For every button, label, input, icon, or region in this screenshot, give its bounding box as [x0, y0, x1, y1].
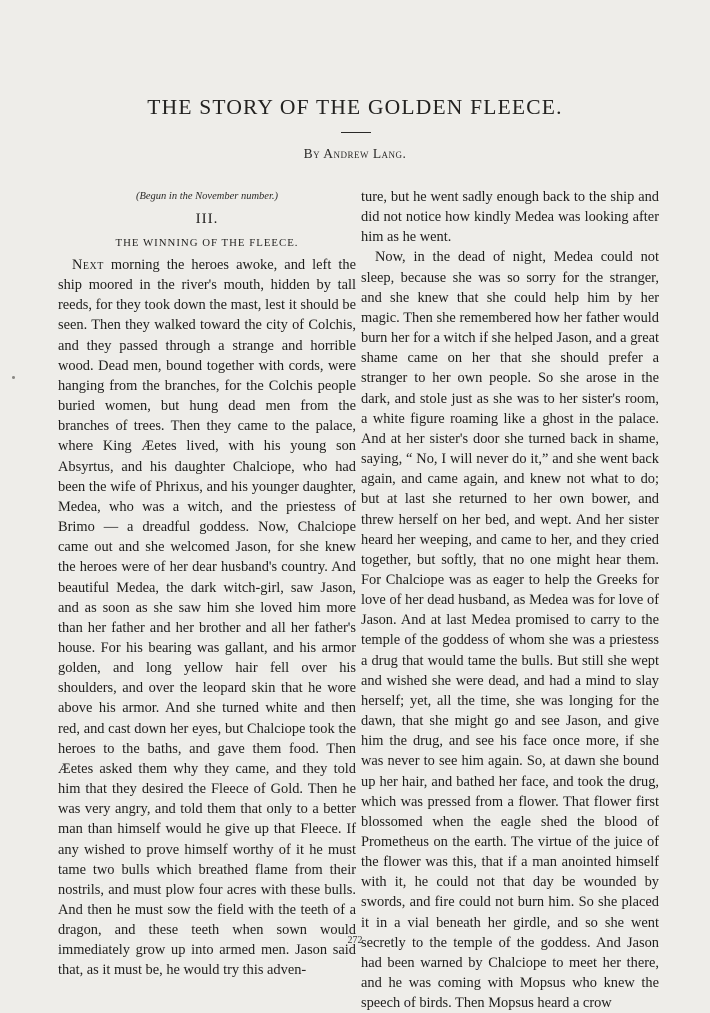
- right-column-paragraph-2: Now, in the dead of night, Medea could not sleep, because she was so sorry for the stranger, and she knew that she could help him by her magic. Then she remembered how her father would burn her for a witch if she helped Jason, and a great shame came on her that she should prefer a stranger to her own people. So she arose in the dark, and stole just as she was to her sister's room, a white figure roaming like a ghost in the palace. And at her sister's door she turned back in shame, saying, “ No, I will never do it,” and she went back again, and came again, and knew not what to do; but at last she returned to her own bower, and threw herself on her bed, and wept. And her sister heard her weeping, and came to her, and they cried together, but softly, that no one might hear them. For Chalciope was as eager to help the Greeks for love of her dead husband, as Medea was for love of Jason. And at last Medea promised to carry to the temple of the goddess of whom she was a priestess a drug that would tame the bulls. But still she wept and wished she were dead, and had a mind to slay herself; yet, all the time, she was longing for the dawn, that she might go and see Jason, and give him the drug, and see his face once more, if she was never to see him again. So, at dawn she bound up her hair, and bathed her face, and took the drug, which was pressed from a flower. That flower first blossomed when the eagle shed the blood of Prometheus on the earth. The virtue of the juice of the flower was this, that if a man anointed himself with it, he could not that day be wounded by swords, and fire could not burn him. So she placed it in a vial beneath her girdle, and so she went secretly to the temple of the goddess. And Jason had been warned by Chalciope to meet her there, and he was coming with Mopsus who knew the speech of birds. Then Mopsus heard a crow: [361, 249, 659, 1012]
- title-rule-divider: [341, 132, 371, 133]
- scan-speck: [12, 376, 15, 379]
- left-column-text: morning the heroes awoke, and left the ship moored in the river's mouth, hidden by tall reeds, for they took down the mast, lest it should be seen. Then they walked toward the city of Colchis, and they passed through a strange and horrible wood. Dead men, bound together with cords, were hanging from the branches, for the Colchis people buried women, but hung dead men from the branches of trees. Then they came to the palace, where King Æetes lived, with his young son Absyrtus, and his daughter Chalciope, who had been the wife of Phrixus, and his younger daughter, Medea, who was a witch, and the priestess of Brimo — a dreadful goddess. Now, Chalciope came out and she welcomed Jason, for she knew the heroes were of her dear husband's country. And beautiful Medea, the dark witch-girl, saw Jason, and as soon as she saw him she loved him more than her father and her brother and all her father's house. For his bearing was gallant, and his armor golden, and long yellow hair fell over his shoulders, and over the leopard skin that he wore above his armor. And she turned white and then red, and cast down her eyes, but Chalciope took the heroes to the baths, and gave them food. Then Æetes asked them why they came, and they told him that they desired the Fleece of Gold. Then he was very angry, and told them that only to a better man than himself would he give up that Fleece. If any wished to prove himself worthy of it he must tame two bulls which breathed flame from their nostrils, and must plow four acres with these bulls. And then he must sow the field with the teeth of a dragon, and these teeth when sown would immediately grow up into armed men. Jason said that, as it must be, he would try this adven-: [58, 257, 356, 979]
- page-number: 272: [347, 935, 363, 946]
- chapter-heading: THE WINNING OF THE FLEECE.: [115, 237, 299, 249]
- byline: By Andrew Lang.: [303, 146, 407, 161]
- right-column-paragraph-1: ture, but he went sadly enough back to the ship and did not notice how kindly Medea was looking after him as he went.: [361, 189, 659, 246]
- first-word: Next: [72, 257, 104, 273]
- left-column-paragraph: [58, 255, 356, 981]
- left-column: [58, 187, 356, 981]
- right-column: [361, 187, 659, 1013]
- article-title: THE STORY OF THE GOLDEN FLEECE.: [147, 95, 563, 119]
- part-number: III.: [195, 211, 219, 227]
- begun-note: (Begun in the November number.): [135, 191, 278, 202]
